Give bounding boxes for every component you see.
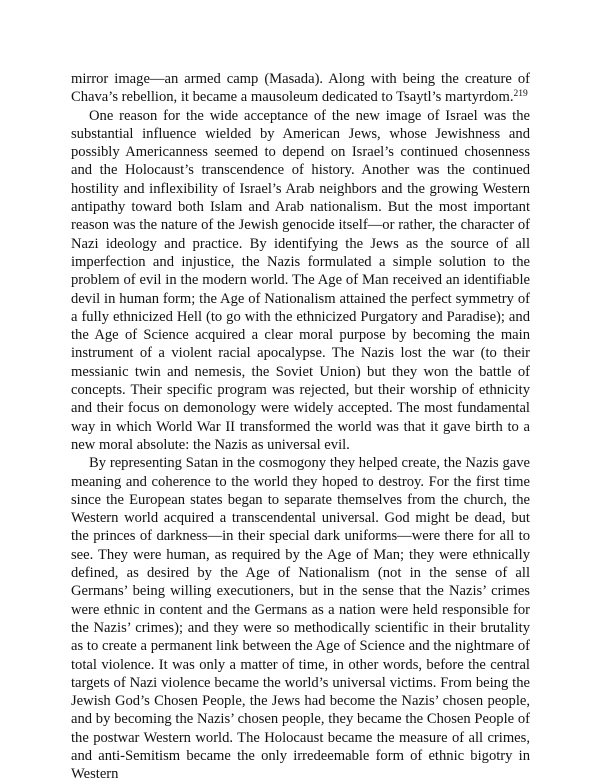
document-page [71, 70, 530, 784]
paragraph-satan-cosmogony: By representing Satan in the cosmogony they helped create, the Nazis gave meaning and coherence to the world they hoped to destroy. For the first time since the European states began to separate themselves from the church, the Western world acquired a transcendental universal. God might be dead, but the princes of darkness—in their special dark uniforms—were there for all to see. They were human, as required by the Age of Man; they were ethnically defined, as desired by the Age of Nationalism (not in the sense of all Germans’ being willing executioners, but in the sense that the Nazis’ crimes were ethnic in content and the Germans as a nation were held responsible for the Nazis’ crimes); and they were so methodically scientific in their brutality as to create a permanent link between the Age of Science and the nightmare of total violence. It was only a matter of time, in other words, before the central targets of Nazi violence became the world’s universal victims. From being the Jewish God’s Chosen People, the Jews had become the Nazis’ chosen people, and by becoming the Nazis’ chosen people, they became the Chosen People of the postwar Western world. The Holocaust became the measure of all crimes, and anti-Semitism became the only irredeemable form of ethnic bigotry in Western [71, 455, 530, 783]
footnote-marker[interactable]: 219 [513, 89, 528, 100]
paragraph-text: mirror image—an armed camp (Masada). Along with being the creature of Chava’s rebellion, it became a mausoleum dedicated to Tsaytl’s martyrdom. [71, 71, 530, 106]
paragraph-israel-image: One reason for the wide acceptance of the new image of Israel was the substantial influence wielded by American Jews, whose Jewishness and possibly Americanness seemed to depend on Israel’s continued chosenness and the Holocaust’s transcendence of history. Another was the continued hostility and inflexibility of Israel’s Arab neighbors and the growing Western antipathy toward both Islam and Arab nationalism. But the most important reason was the nature of the Jewish genocide itself—or rather, the character of Nazi ideology and practice. By identifying the Jews as the source of all imperfection and injustice, the Nazis formulated a simple solution to the problem of evil in the modern world. The Age of Man received an identifiable devil in human form; the Age of Nationalism attained the perfect symmetry of a fully ethnicized Hell (to go with the ethnicized Purgatory and Paradise); and the Age of Science acquired a clear moral purpose by becoming the main instrument of a violent racial apocalypse. The Nazis lost the war (to their messianic twin and nemesis, the Soviet Union) but they won the battle of concepts. Their specific program was rejected, but their worship of ethnicity and their focus on demonology were widely accepted. The most fundamental way in which World War II transformed the world was that it gave birth to a new moral absolute: the Nazis as universal evil. [71, 107, 530, 453]
paragraph-continuation [71, 70, 530, 107]
